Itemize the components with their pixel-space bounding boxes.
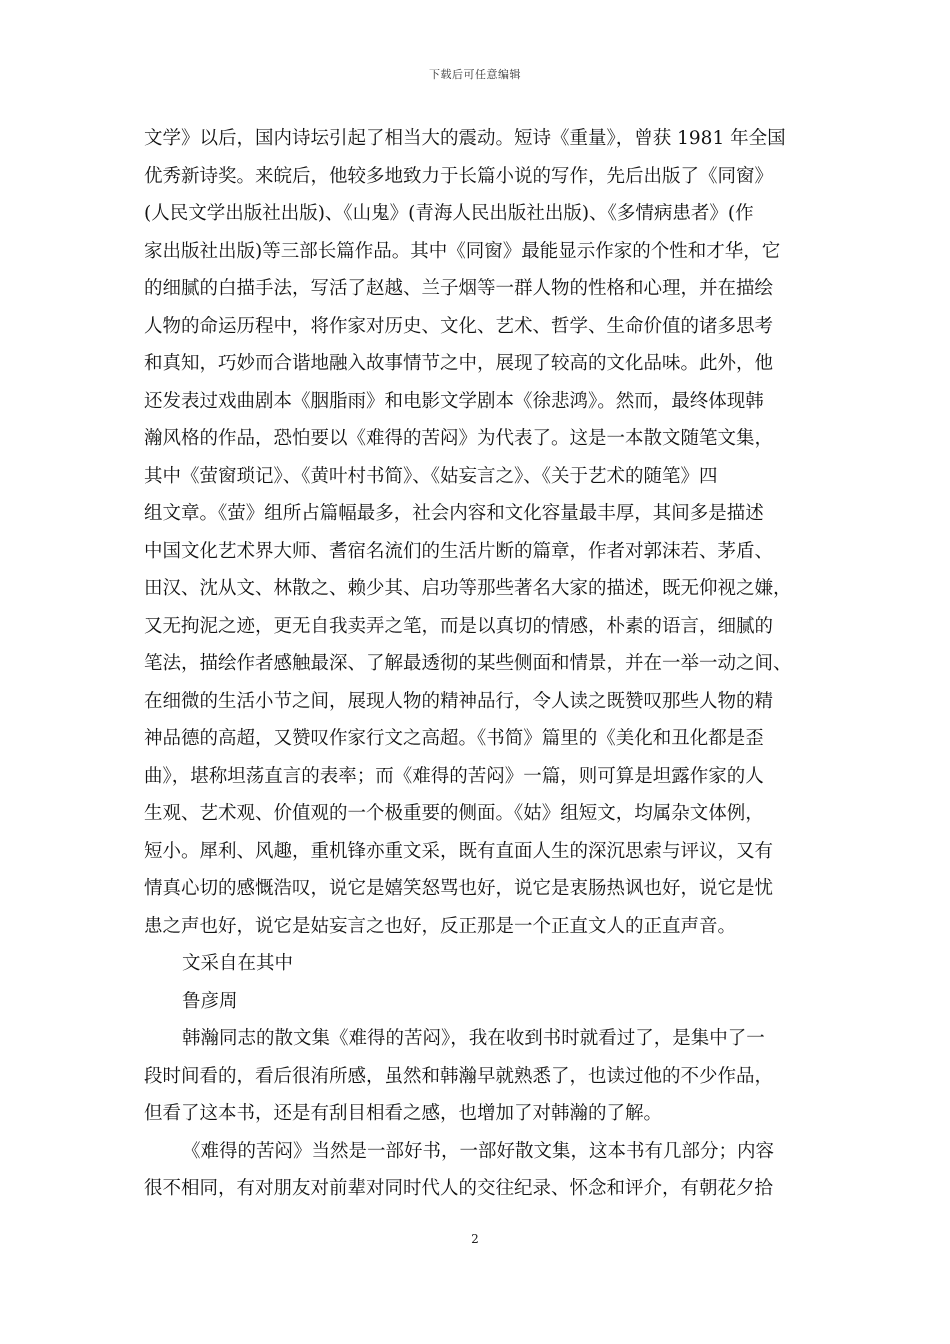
text-line: (人民文学出版社出版)、《山鬼》(青海人民出版社出版)、《多情病患者》(作: [144, 203, 754, 224]
document-body: [144, 120, 806, 1208]
text-line: 短小。犀利、风趣，重机锋亦重文采，既有直面人生的深沉思索与评议，又有: [144, 840, 774, 862]
page-header: 下载后可任意编辑: [429, 68, 521, 81]
text-line: 《难得的苦闷》当然是一部好书，一部好散文集，这本书有几部分；内容: [182, 1140, 775, 1162]
text-line: 家出版社出版)等三部长篇作品。其中《同窗》最能显示作家的个性和才华，它: [144, 240, 781, 262]
article-title: 文采自在其中: [182, 953, 294, 974]
text-line: 生观、艺术观、价值观的一个极重要的侧面。《姑》组短文，均属杂文体例，: [144, 803, 764, 824]
text-line: 中国文化艺术界大师、耆宿名流们的生活片断的篇章，作者对郭沫若、茅盾、: [144, 540, 774, 562]
text-line: 田汉、沈从文、林散之、赖少其、启功等那些著名大家的描述，既无仰视之嫌，: [144, 578, 792, 599]
text-line: 文学》以后，国内诗坛引起了相当大的震动。短诗《重量》，曾获 1981 年全国: [144, 128, 786, 149]
text-line: 的细腻的白描手法，写活了赵越、兰子烟等一群人物的性格和心理，并在描绘: [144, 278, 774, 299]
text-line: 笔法，描绘作者感触最深、了解最透彻的某些侧面和情景，并在一举一动之间、: [144, 653, 792, 674]
text-line: 人物的命运历程中，将作家对历史、文化、艺术、哲学、生命价值的诸多思考: [144, 315, 774, 337]
text-line: 患之声也好，说它是姑妄言之也好，反正那是一个正直文人的正直声音。: [144, 915, 737, 937]
text-line: 但看了这本书，还是有刮目相看之感，也增加了对韩瀚的了解。: [144, 1103, 663, 1124]
page-number: 2: [471, 1232, 479, 1246]
text-line: 组文章。《萤》组所占篇幅最多，社会内容和文化容量最丰厚，其间多是描述: [144, 503, 764, 524]
article-author: 鲁彦周: [182, 990, 238, 1012]
text-line: 在细微的生活小节之间，展现人物的精神品行，令人读之既赞叹那些人物的精: [144, 690, 774, 712]
text-line: 段时间看的，看后很洧所感，虽然和韩瀚早就熟悉了，也读过他的不少作品，: [144, 1065, 774, 1087]
text-line: 瀚风格的作品，恐怕要以《难得的苦闷》为代表了。这是一本散文随笔文集，: [144, 428, 774, 449]
text-line: 还发表过戏曲剧本《胭脂雨》和电影文学剧本《徐悲鸿》。然而，最终体现韩: [144, 390, 764, 412]
text-line: 神品德的高超，又赞叹作家行文之高超。《书简》篇里的《美化和丑化都是歪: [144, 728, 764, 749]
text-line: 其中《萤窗琐记》、《黄叶村书简》、《姑妄言之》、《关于艺术的随笔》四: [144, 465, 718, 487]
text-line: 和真知，巧妙而合谐地融入故事情节之中，展现了较高的文化品味。此外，他: [144, 353, 774, 374]
text-line: 韩瀚同志的散文集《难得的苦闷》，我在收到书时就看过了，是集中了一: [182, 1028, 765, 1049]
text-line: 又无拘泥之迹，更无自我卖弄之笔，而是以真切的情感，朴素的语言，细腻的: [144, 615, 774, 637]
text-line: 很不相同，有对朋友对前辈对同时代人的交往纪录、怀念和评介，有朝花夕拾: [144, 1178, 774, 1199]
text-line: 情真心切的感慨浩叹，说它是嬉笑怒骂也好，说它是衷肠热讽也好，说它是忧: [144, 878, 774, 899]
text-line: 优秀新诗奖。来皖后，他较多地致力于长篇小说的写作，先后出版了《同窗》: [144, 165, 774, 187]
text-line: 曲》，堪称坦荡直言的表率；而《难得的苦闷》一篇，则可算是坦露作家的人: [144, 765, 764, 787]
